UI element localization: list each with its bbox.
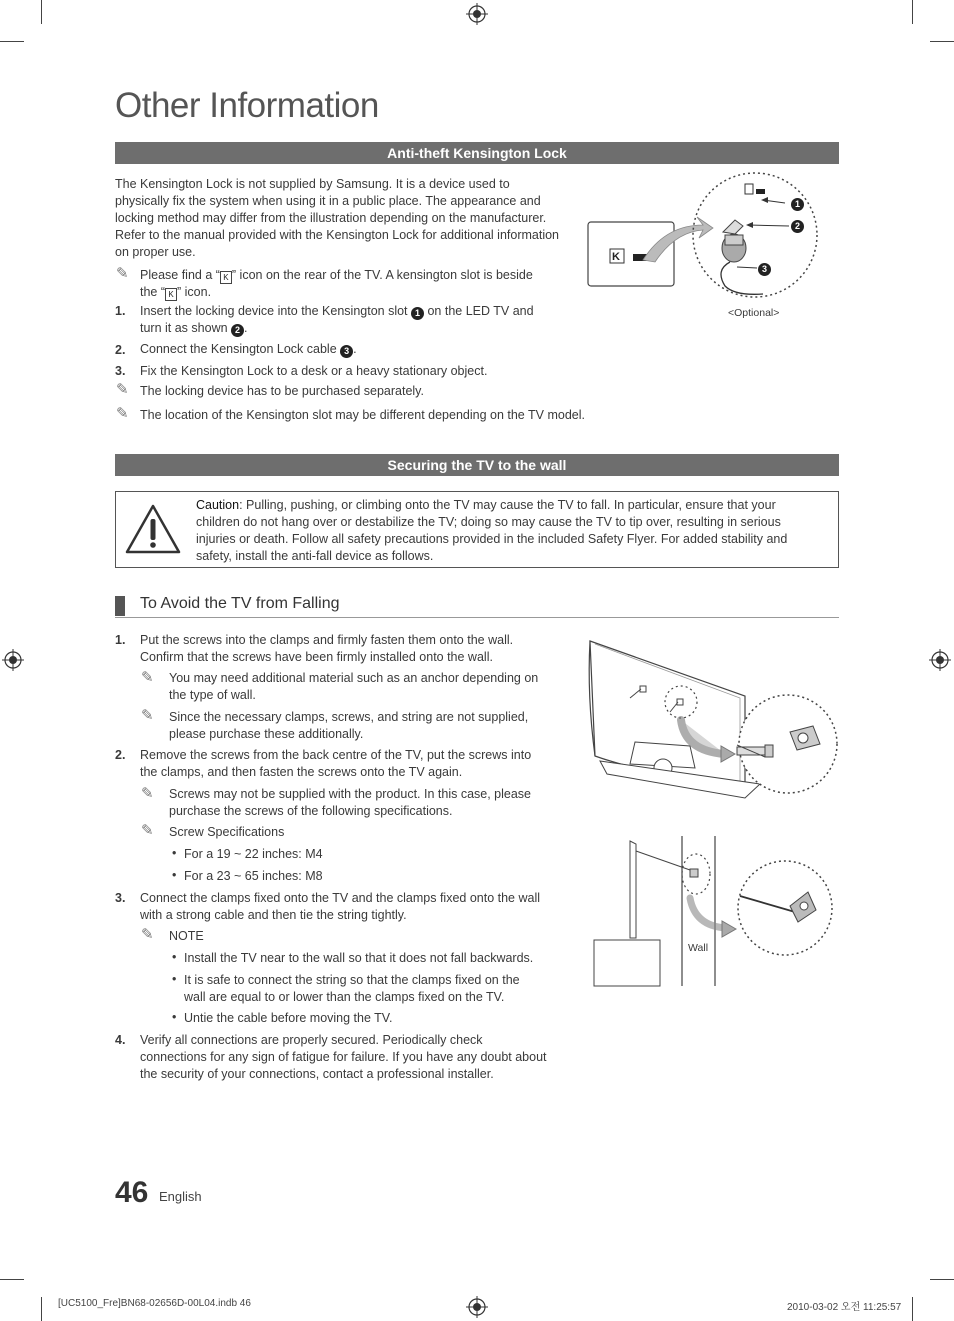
registration-mark-icon (466, 1296, 488, 1318)
callout-3-icon: 3 (340, 345, 353, 358)
callout-2-icon: 2 (791, 220, 804, 233)
kensington-k-label: K (612, 251, 620, 263)
note-bullet-2: It is safe to connect the string so that the clamps fixed on the wall are equal to or lower than the clamps fixed on the TV. (184, 973, 520, 1004)
registration-mark-icon (929, 649, 951, 671)
kensington-lock-icon: K (165, 288, 177, 301)
bullet: • (172, 950, 177, 964)
note-bullet-1: Install the TV near to the wall so that it does not fall backwards. (184, 951, 534, 965)
crop-mark (41, 1297, 42, 1321)
crop-mark (930, 1279, 954, 1280)
step-number: 3. (115, 364, 126, 378)
kensington-note-2: The locking device has to be purchased separately. (140, 384, 424, 398)
crop-mark (0, 41, 24, 42)
subheading-label: To Avoid the TV from Falling (140, 595, 340, 612)
falling-step-1-note-1: You may need additional material such as an anchor depending on the type of wall. (169, 671, 539, 702)
crop-mark (41, 0, 42, 24)
kensington-step-3: Fix the Kensington Lock to a desk or a heavy stationary object. (140, 364, 488, 378)
callout-1-icon: 1 (791, 198, 804, 211)
caution-box (115, 491, 839, 568)
step-number: 3. (115, 891, 126, 905)
note-pencil-icon: ✎ (141, 707, 154, 724)
note-pencil-icon: ✎ (116, 265, 129, 282)
crop-mark (912, 1297, 913, 1321)
registration-mark-icon (466, 3, 488, 25)
falling-step-1-note-2: Since the necessary clamps, screws, and string are not supplied, please purchase these additionally. (169, 710, 529, 741)
note-pencil-icon: ✎ (141, 926, 154, 943)
kensington-lock-illustration (585, 170, 835, 300)
note-pencil-icon: ✎ (141, 669, 154, 686)
step-number: 2. (115, 748, 126, 762)
note-pencil-icon: ✎ (116, 405, 129, 422)
tv-back-clamp-illustration (585, 636, 840, 802)
callout-3-icon: 3 (758, 263, 771, 276)
kensington-note-3: The location of the Kensington slot may be different depending on the TV model. (140, 408, 585, 422)
screw-spec-m8: For a 23 ~ 65 inches: M8 (184, 869, 323, 883)
heading-marker (115, 596, 125, 616)
note-label: NOTE (169, 929, 204, 943)
registration-mark-icon (2, 649, 24, 671)
tv-wall-clamp-illustration (590, 836, 835, 988)
warning-triangle-icon (124, 503, 182, 555)
bullet: • (172, 972, 177, 986)
falling-step-4: Verify all connections are properly secured. Periodically check connections for any sign of fatigue for failure. If you have any doubt about the security of your connections, contact a professional installer. (140, 1033, 547, 1081)
caution-label: Caution (196, 498, 240, 512)
callout-1-icon: 1 (411, 307, 424, 320)
crop-mark (0, 1279, 24, 1280)
falling-step-1: Put the screws into the clamps and firmly fasten them onto the wall. Confirm that the screws have been firmly installed onto the wall. (140, 633, 514, 664)
optional-label: <Optional> (728, 307, 780, 319)
page-number: 46 (115, 1176, 149, 1209)
step-number: 1. (115, 633, 126, 647)
screw-spec-m4: For a 19 ~ 22 inches: M4 (184, 847, 323, 861)
crop-mark (912, 0, 913, 24)
print-timestamp: 2010-03-02 오전 11:25:57 (787, 1302, 902, 1313)
bullet: • (172, 1010, 177, 1024)
falling-step-2: Remove the screws from the back centre of the TV, put the screws into the clamps, and then fasten the screws onto the TV again. (140, 748, 532, 779)
crop-mark (930, 41, 954, 42)
step-number: 1. (115, 304, 126, 318)
kensington-step-2: Connect the Kensington Lock cable 3 . (140, 342, 357, 356)
bullet: • (172, 846, 177, 860)
wall-label: Wall (688, 942, 709, 954)
caution-text: Caution: Pulling, pushing, or climbing onto the TV may cause the TV to fall. In particular, ensure that your children do not hang over or destabilize the TV; doing so may cause the TV to tip over, resulting in serious injuries or death. Follow all safety precautions provided in the included Safety Flyer. For added stability and safety, install the anti-fall device as follows. (196, 498, 788, 563)
falling-step-3: Connect the clamps fixed onto the TV and the clamps fixed onto the wall with a strong cable and then tie the string tightly. (140, 891, 540, 922)
bullet: • (172, 868, 177, 882)
callout-2-icon: 2 (231, 324, 244, 337)
falling-step-2-note-1: Screws may not be supplied with the product. In this case, please purchase the screws of the following specifications. (169, 787, 531, 818)
step-number: 4. (115, 1033, 126, 1047)
kensington-note-1: Please find a “ K ” icon on the rear of the TV. A kensington slot is beside the “ K ” icon. (140, 268, 533, 299)
note-pencil-icon: ✎ (141, 822, 154, 839)
step-number: 2. (115, 343, 126, 357)
language-label: English (159, 1189, 202, 1204)
screw-specifications-label: Screw Specifications (169, 825, 285, 839)
subheading-avoid-falling (115, 595, 839, 618)
note-bullet-3: Untie the cable before moving the TV. (184, 1011, 393, 1025)
kensington-intro: The Kensington Lock is not supplied by Samsung. It is a device used to physically fix the system when using it in a public place. The appearance and locking method may differ from the illustration depending on the manufacturer. Refer to the manual provided with the Kensington Lock for additional information on proper use. (115, 177, 560, 259)
section-header-kensington: Anti-theft Kensington Lock (115, 142, 839, 164)
kensington-step-1: Insert the locking device into the Kensington slot 1 on the LED TV and turn it as shown 2 . (140, 304, 534, 335)
print-file-info: [UC5100_Fre]BN68-02656D-00L04.indb 46 (58, 1298, 251, 1309)
note-pencil-icon: ✎ (141, 785, 154, 802)
note-pencil-icon: ✎ (116, 381, 129, 398)
section-header-wall: Securing the TV to the wall (115, 454, 839, 476)
kensington-lock-icon: K (220, 271, 232, 284)
page-title: Other Information (115, 86, 379, 125)
